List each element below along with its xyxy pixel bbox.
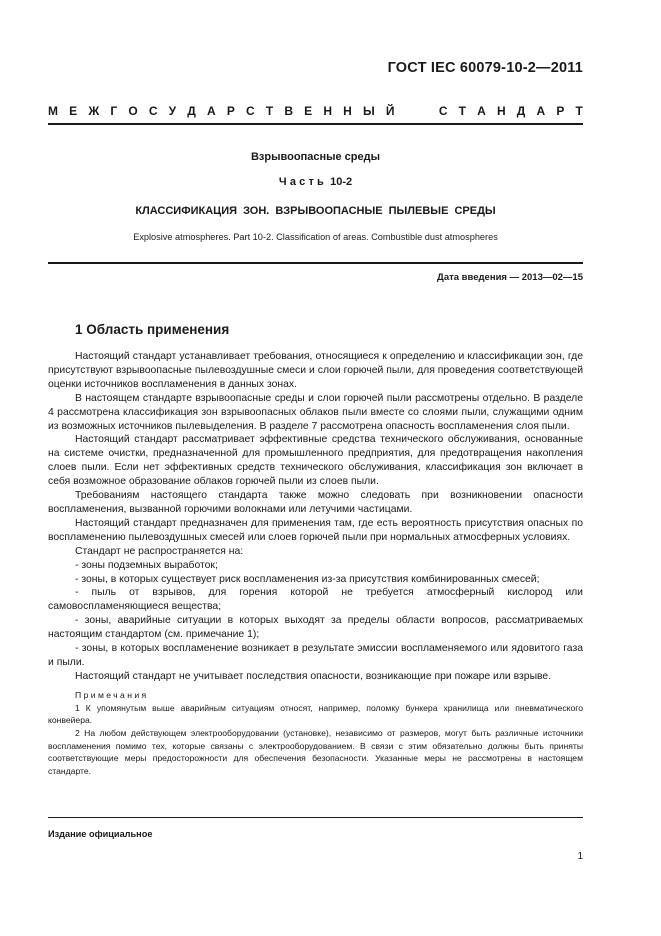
heading-letter: Е [304,104,313,118]
introduction-date: Дата введения — 2013—02—15 [437,272,583,283]
heading-letter: С [438,104,448,118]
paragraph: Настоящий стандарт предназначен для применения там, где есть вероятность присутствия опасных по воспламенению пылевоздушных смесей или слоев горючей пыли при нормальных атмосферных условиях. [48,517,583,543]
word-gap [406,104,428,118]
heading-letter: Г [110,104,118,118]
exclusions-intro: Стандарт не распространяется на: [75,545,244,557]
heading-letter: Й [385,104,395,118]
heading-letter: Н [323,104,332,118]
part-label: Часть [278,176,328,188]
page-number: 1 [577,851,583,862]
english-title: Explosive atmospheres. Part 10-2. Classification of areas. Combustible dust atmospheres [133,232,498,242]
title-rule [48,262,583,264]
heading-letter: Д [187,104,196,118]
section-body [48,350,583,777]
paragraph: Требованиям настоящего стандарта также можно следовать при возникновении опасности воспламенения, вызванной горючими волокнами или летучими частицами. [48,490,583,515]
footer-rule [48,817,583,818]
exclusion-item: - зоны подземных выработок; [75,559,218,571]
document-subtitle: КЛАССИФИКАЦИЯ ЗОН. ВЗРЫВООПАСНЫЕ ПЫЛЕВЫЕ СРЕДЫ [135,205,496,217]
heading-letter: С [148,104,158,118]
heading-letter: У [168,104,177,118]
paragraph: Настоящий стандарт устанавливает требования, относящиеся к определению и классификации зон, где присутствуют взрывоопасные пылевоздушные смеси и слои горючей пыли, для проведения соответствующей оценки источников воспламенения в данных зонах. [48,351,583,390]
heading-letter: Н [496,104,506,118]
heading-letter: Д [516,104,526,118]
part-number: 10-2 [330,176,353,188]
note-item: 2 На любом действующем электрооборудовании (установке), независимо от размеров, могут быть различные источники воспламенения помимо тех, которые связаны с электрооборудованием. В связи с этим обязательно должны быть приняты соответствующие меры предосторожности для обеспечения безопасности. Указанные меры не рассмотрены в настоящем стандарте. [48,727,583,776]
document-part [48,176,583,188]
heading-letter: Т [575,104,583,118]
heading-letter: С [245,104,255,118]
heading-letter: Н [343,104,352,118]
section-title: 1 Область применения [75,322,230,337]
interstate-standard-heading [48,104,583,118]
exclusion-item: - зоны, в которых существует риск воспламенения из-за присутствия комбинированных смесей; [75,573,540,585]
paragraph: Настоящий стандарт рассматривает эффективные средства технического обслуживания, основанные на системе очистки, предназначенной для промышленного предприятия, для предотвращения накопления слоев пыли. Если нет эффективных средств технического обслуживания, классификация зон включает в себя возможное образование облаков горючей пыли из слоев пыли. [48,434,583,488]
heading-letter: М [48,104,58,118]
heading-letter: В [284,104,293,118]
heading-letter: Ы [362,104,375,118]
closing-paragraph: Настоящий стандарт не учитывает последствия опасности, возникающие при пожаре или взрыве. [75,670,552,682]
official-edition-label: Издание официальное [48,829,153,839]
exclusion-item: - пыль от взрывов, для горения которой не требуется атмосферный кислород или самовоспламеняющиеся вещества; [48,587,583,613]
exclusion-item: - зоны, аварийные ситуации в которых выходят за пределы области вопросов, рассматриваемых настоящим стандартом (см. примечание 1); [48,615,583,641]
exclusion-item: - зоны, в которых воспламенение возникает в результате эмиссии воспламеняемого или ядовитого газа и пыли. [48,643,583,668]
heading-letter: Р [226,104,235,118]
notes-heading: Примечания [75,689,149,700]
heading-letter: Т [458,104,466,118]
heading-letter: Ж [88,104,100,118]
standard-code: ГОСТ IEC 60079-10-2—2011 [387,60,583,76]
heading-letter: Р [556,104,565,118]
document-title: Взрывоопасные среды [250,151,380,163]
heading-letter: А [206,104,216,118]
heading-letter: А [477,104,486,118]
heading-letter: А [536,104,546,118]
paragraph: В настоящем стандарте взрывоопасные среды и слои горючей пыли рассмотрены отдельно. В разделе 4 рассмотрена классификация зон взрывоопасных облаков пыли вместе со слоями пыли, служащими одним из возможных источников пылевыделения. В разделе 7 рассмотрена опасность воспламенения слоя пыли. [48,392,583,432]
heading-letter: Т [265,104,274,118]
heading-letter: Е [69,104,78,118]
heading-letter: О [128,104,138,118]
header-rule [48,123,583,125]
note-item: 1 К упомянутым выше аварийным ситуациям относят, например, поломку бункера хранилища или пневматического конвейера. [48,702,583,726]
